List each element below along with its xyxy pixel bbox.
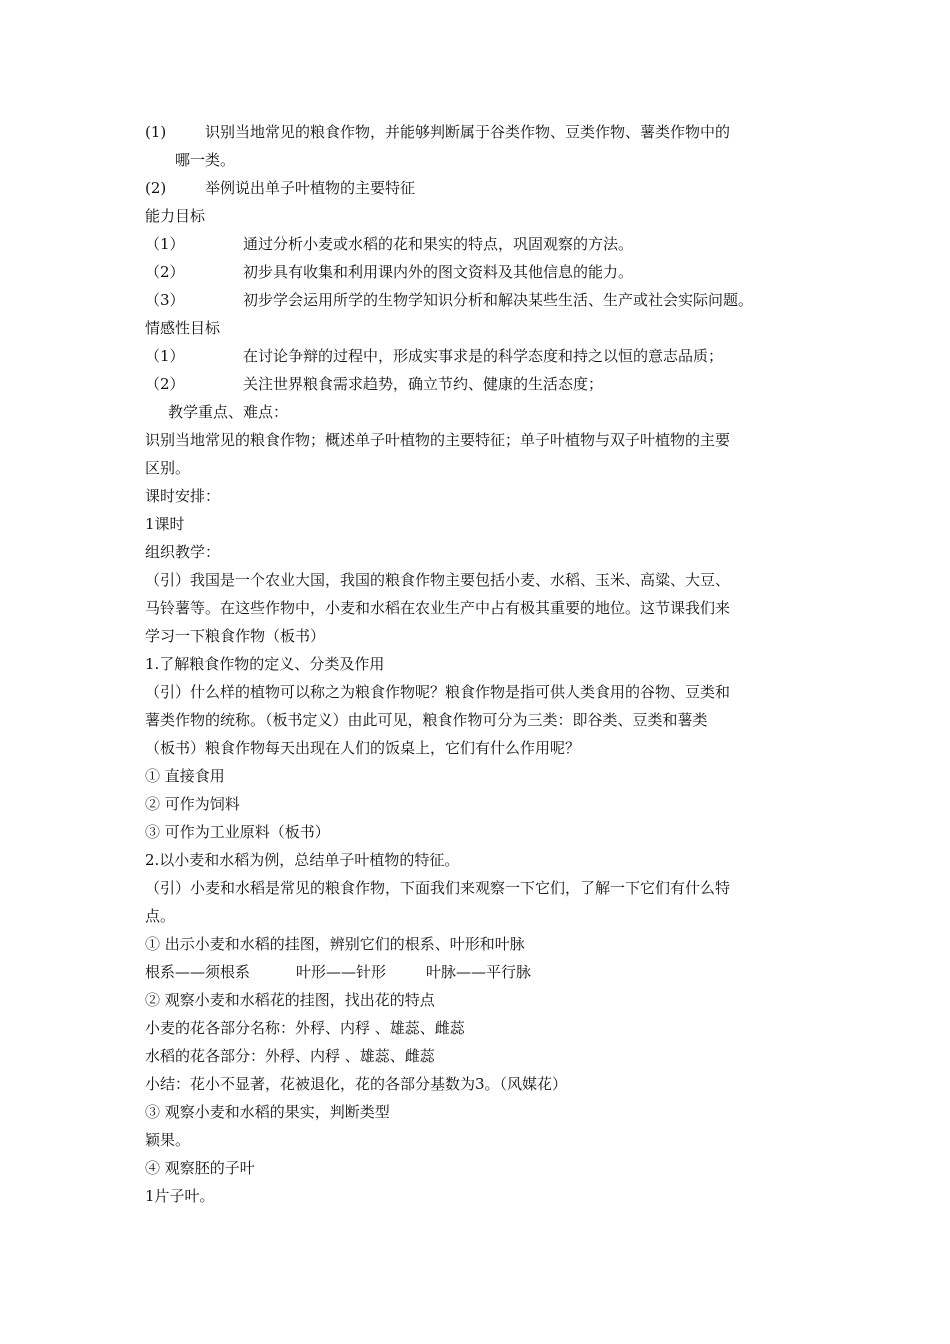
list-number: (1) (145, 123, 167, 141)
ability-goal-1 (145, 230, 815, 258)
list-text: 识别当地常见的粮食作物，并能够判断属于谷类作物、豆类作物、薯类作物中的 (205, 123, 731, 141)
list-number: （1） (145, 347, 185, 365)
section1-body-line-1: （引）什么样的植物可以称之为粮食作物呢？粮食作物是指可供人类食用的谷物、豆类和 (145, 683, 731, 701)
section1-body-line-2: 薯类作物的统称。（板书定义）由此可见，粮食作物可分为三类：即谷类、豆类和薯类 (145, 711, 708, 729)
trait-root: 根系——须根系 (145, 963, 251, 981)
emotion-goal-2 (145, 370, 815, 398)
list-text: 举例说出单子叶植物的主要特征 (205, 179, 416, 197)
ability-heading: 能力目标 (145, 207, 206, 225)
section2-intro-line-2: 点。 (145, 907, 176, 925)
wheat-flower-parts: 小麦的花各部分名称：外稃、内稃 、雄蕊、雌蕊 (145, 1019, 465, 1037)
knowledge-goal-2 (145, 174, 815, 202)
use-item-3: ③ 可作为工业原料（板书） (145, 823, 330, 841)
cotyledon-count: 1片子叶。 (145, 1187, 215, 1205)
step-3: ③ 观察小麦和水稻的果实，判断类型 (145, 1103, 390, 1121)
key-points-line-2: 区别。 (145, 459, 191, 477)
list-text: 初步学会运用所学的生物学知识分析和解决某些生活、生产或社会实际问题。 (243, 291, 754, 309)
list-number: (2) (145, 179, 167, 197)
trait-leaf: 叶形——针形 (296, 963, 387, 981)
traits-line (145, 958, 815, 986)
organize-heading: 组织教学： (145, 543, 221, 561)
intro-line-1: （引）我国是一个农业大国，我国的粮食作物主要包括小麦、水稻、玉米、高粱、大豆、 (145, 571, 731, 589)
section2-intro-line-1: （引）小麦和水稻是常见的粮食作物，下面我们来观察一下它们，了解一下它们有什么特 (145, 879, 731, 897)
intro-line-2: 马铃薯等。在这些作物中，小麦和水稻在农业生产中占有极其重要的地位。这节课我们来 (145, 599, 731, 617)
ability-goal-2 (145, 258, 815, 286)
schedule-value: 1课时 (145, 515, 185, 533)
ability-goal-3 (145, 286, 815, 314)
rice-flower-parts: 水稻的花各部分：外稃、内稃 、雄蕊、雌蕊 (145, 1047, 435, 1065)
list-number: （1） (145, 235, 185, 253)
flower-summary: 小结：花小不显著，花被退化，花的各部分基数为3。（风媒花） (145, 1075, 568, 1093)
list-number: （2） (145, 375, 185, 393)
use-item-1: ① 直接食用 (145, 767, 225, 785)
schedule-heading: 课时安排： (145, 487, 221, 505)
key-points-heading: 教学重点、难点： (168, 403, 289, 421)
emotion-goal-1 (145, 342, 815, 370)
fruit-type: 颖果。 (145, 1131, 191, 1149)
step-4: ④ 观察胚的子叶 (145, 1159, 255, 1177)
key-points-line-1: 识别当地常见的粮食作物；概述单子叶植物的主要特征；单子叶植物与双子叶植物的主要 (145, 431, 731, 449)
emotion-heading: 情感性目标 (145, 319, 221, 337)
section2-title: 2.以小麦和水稻为例，总结单子叶植物的特征。 (145, 851, 460, 869)
knowledge-goal-1 (145, 118, 815, 146)
use-item-2: ② 可作为饲料 (145, 795, 240, 813)
knowledge-goal-1-continuation: 哪一类。 (175, 151, 236, 169)
step-1: ① 出示小麦和水稻的挂图，辨别它们的根系、叶形和叶脉 (145, 935, 525, 953)
list-number: （3） (145, 291, 185, 309)
intro-line-3: 学习一下粮食作物（板书） (145, 627, 326, 645)
step-2: ② 观察小麦和水稻花的挂图，找出花的特点 (145, 991, 435, 1009)
list-number: （2） (145, 263, 185, 281)
list-text: 通过分析小麦或水稻的花和果实的特点，巩固观察的方法。 (243, 235, 634, 253)
list-text: 关注世界粮食需求趋势，确立节约、健康的生活态度； (243, 375, 604, 393)
trait-vein: 叶脉——平行脉 (426, 963, 532, 981)
section1-body-line-3: （板书）粮食作物每天出现在人们的饭桌上，它们有什么作用呢？ (145, 739, 581, 757)
list-text: 初步具有收集和利用课内外的图文资料及其他信息的能力。 (243, 263, 634, 281)
list-text: 在讨论争辩的过程中，形成实事求是的科学态度和持之以恒的意志品质； (243, 347, 724, 365)
section1-title: 1.了解粮食作物的定义、分类及作用 (145, 655, 385, 673)
